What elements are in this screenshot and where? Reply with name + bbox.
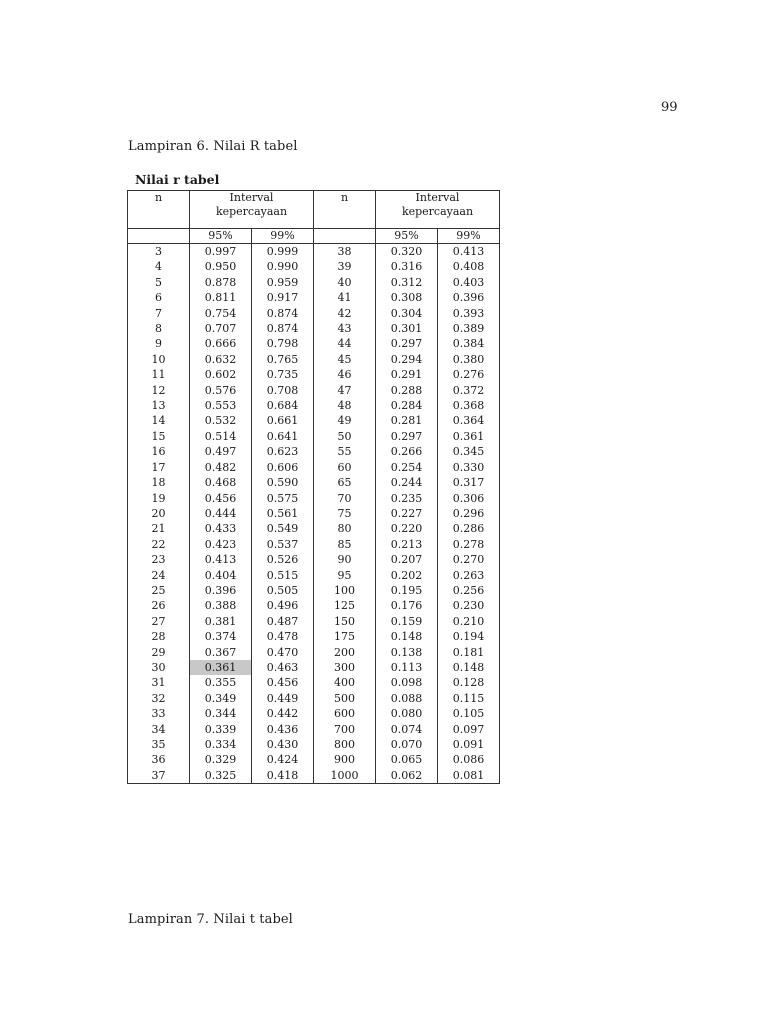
cell-95-left: 0.754: [190, 306, 252, 321]
header-interval-right: [376, 191, 500, 229]
cell-99-left: 0.735: [252, 367, 314, 382]
cell-95-right: 0.213: [376, 537, 438, 552]
cell-95-left: 0.532: [190, 413, 252, 428]
cell-99-left: 0.463: [252, 660, 314, 675]
cell-n-left: 8: [128, 321, 190, 336]
cell-99-right: 0.263: [438, 568, 500, 583]
table-row: [128, 660, 500, 675]
cell-99-right: 0.286: [438, 521, 500, 536]
table-row: [128, 691, 500, 706]
cell-n-left: 32: [128, 691, 190, 706]
cell-95-right: 0.220: [376, 521, 438, 536]
cell-n-left: 29: [128, 645, 190, 660]
cell-n-left: 15: [128, 429, 190, 444]
cell-n-left: 31: [128, 675, 190, 690]
cell-95-right: 0.308: [376, 290, 438, 305]
cell-99-left: 0.456: [252, 675, 314, 690]
cell-95-right: 0.070: [376, 737, 438, 752]
cell-n-left: 20: [128, 506, 190, 521]
cell-n-right: 41: [314, 290, 376, 305]
cell-95-left: 0.602: [190, 367, 252, 382]
table-row: [128, 598, 500, 613]
cell-95-left: 0.329: [190, 752, 252, 767]
cell-n-right: 400: [314, 675, 376, 690]
cell-99-right: 0.413: [438, 244, 500, 260]
cell-n-left: 28: [128, 629, 190, 644]
cell-95-right: 0.207: [376, 552, 438, 567]
cell-n-left: 30: [128, 660, 190, 675]
cell-95-left: 0.666: [190, 336, 252, 351]
cell-99-left: 0.487: [252, 614, 314, 629]
cell-99-right: 0.364: [438, 413, 500, 428]
table-row: [128, 321, 500, 336]
cell-n-left: 37: [128, 768, 190, 784]
cell-95-right: 0.235: [376, 491, 438, 506]
cell-99-right: 0.230: [438, 598, 500, 613]
cell-95-left: 0.413: [190, 552, 252, 567]
cell-99-right: 0.372: [438, 383, 500, 398]
cell-n-left: 26: [128, 598, 190, 613]
cell-n-left: 23: [128, 552, 190, 567]
cell-n-right: 38: [314, 244, 376, 260]
cell-95-left: 0.878: [190, 275, 252, 290]
cell-95-left: 0.339: [190, 722, 252, 737]
table-row: [128, 552, 500, 567]
cell-95-right: 0.281: [376, 413, 438, 428]
cell-n-right: 50: [314, 429, 376, 444]
cell-n-left: 33: [128, 706, 190, 721]
table-title: Nilai r tabel: [135, 172, 220, 187]
cell-95-right: 0.088: [376, 691, 438, 706]
table-row: [128, 460, 500, 475]
cell-99-left: 0.708: [252, 383, 314, 398]
table-row: [128, 768, 500, 784]
subheader-99-left: 99%: [252, 229, 314, 244]
table-row: [128, 583, 500, 598]
cell-99-left: 0.549: [252, 521, 314, 536]
header-interval-left-line1: Interval: [229, 191, 274, 204]
cell-95-left: 0.456: [190, 491, 252, 506]
cell-99-left: 0.470: [252, 645, 314, 660]
cell-99-left: 0.496: [252, 598, 314, 613]
cell-n-right: 43: [314, 321, 376, 336]
cell-n-right: 65: [314, 475, 376, 490]
table-row: [128, 413, 500, 428]
cell-95-left: 0.396: [190, 583, 252, 598]
subheader-95-left: 95%: [190, 229, 252, 244]
cell-n-right: 42: [314, 306, 376, 321]
cell-95-left: 0.632: [190, 352, 252, 367]
subheader-95-right: 95%: [376, 229, 438, 244]
cell-95-left: 0.811: [190, 290, 252, 305]
cell-99-left: 0.606: [252, 460, 314, 475]
cell-95-right: 0.062: [376, 768, 438, 784]
cell-n-right: 46: [314, 367, 376, 382]
cell-99-left: 0.442: [252, 706, 314, 721]
cell-99-left: 0.959: [252, 275, 314, 290]
cell-n-left: 5: [128, 275, 190, 290]
cell-95-left: 0.404: [190, 568, 252, 583]
cell-99-left: 0.537: [252, 537, 314, 552]
cell-99-right: 0.276: [438, 367, 500, 382]
cell-95-right: 0.316: [376, 259, 438, 274]
table-row: [128, 506, 500, 521]
table-row: [128, 537, 500, 552]
cell-n-left: 7: [128, 306, 190, 321]
cell-n-right: 60: [314, 460, 376, 475]
cell-99-right: 0.256: [438, 583, 500, 598]
cell-n-left: 12: [128, 383, 190, 398]
cell-95-right: 0.195: [376, 583, 438, 598]
cell-n-right: 44: [314, 336, 376, 351]
cell-95-right: 0.288: [376, 383, 438, 398]
cell-n-right: 150: [314, 614, 376, 629]
cell-n-left: 11: [128, 367, 190, 382]
cell-95-right: 0.065: [376, 752, 438, 767]
cell-n-right: 200: [314, 645, 376, 660]
cell-95-right: 0.074: [376, 722, 438, 737]
cell-95-right: 0.266: [376, 444, 438, 459]
table-row: [128, 614, 500, 629]
table-row: [128, 475, 500, 490]
cell-95-right: 0.291: [376, 367, 438, 382]
cell-99-left: 0.561: [252, 506, 314, 521]
cell-95-right: 0.320: [376, 244, 438, 260]
table-row: [128, 290, 500, 305]
cell-99-left: 0.641: [252, 429, 314, 444]
cell-95-left: 0.444: [190, 506, 252, 521]
cell-95-right: 0.148: [376, 629, 438, 644]
cell-99-left: 0.424: [252, 752, 314, 767]
cell-95-right: 0.159: [376, 614, 438, 629]
cell-95-left: 0.361: [190, 660, 252, 675]
table-row: [128, 336, 500, 351]
subheader-99-right: 99%: [438, 229, 500, 244]
cell-99-right: 0.408: [438, 259, 500, 274]
cell-n-right: 125: [314, 598, 376, 613]
cell-99-right: 0.086: [438, 752, 500, 767]
cell-95-right: 0.098: [376, 675, 438, 690]
cell-n-right: 85: [314, 537, 376, 552]
cell-n-left: 3: [128, 244, 190, 260]
cell-n-right: 80: [314, 521, 376, 536]
cell-99-right: 0.306: [438, 491, 500, 506]
cell-n-right: 300: [314, 660, 376, 675]
cell-95-left: 0.497: [190, 444, 252, 459]
cell-n-left: 16: [128, 444, 190, 459]
cell-95-left: 0.388: [190, 598, 252, 613]
cell-99-left: 0.590: [252, 475, 314, 490]
cell-n-left: 14: [128, 413, 190, 428]
table-row: [128, 367, 500, 382]
cell-95-left: 0.468: [190, 475, 252, 490]
cell-99-left: 0.515: [252, 568, 314, 583]
cell-n-left: 18: [128, 475, 190, 490]
header-n-right: n: [314, 191, 376, 229]
cell-95-right: 0.312: [376, 275, 438, 290]
cell-95-left: 0.707: [190, 321, 252, 336]
cell-n-right: 100: [314, 583, 376, 598]
cell-n-left: 19: [128, 491, 190, 506]
header-n-left: n: [128, 191, 190, 229]
cell-99-left: 0.575: [252, 491, 314, 506]
cell-n-left: 4: [128, 259, 190, 274]
cell-95-right: 0.297: [376, 429, 438, 444]
cell-n-left: 13: [128, 398, 190, 413]
header-interval-right-line1: Interval: [415, 191, 460, 204]
cell-n-left: 24: [128, 568, 190, 583]
cell-99-left: 0.798: [252, 336, 314, 351]
cell-99-left: 0.505: [252, 583, 314, 598]
header-interval-left-line2: kepercayaan: [215, 205, 288, 218]
table-row: [128, 383, 500, 398]
cell-n-right: 39: [314, 259, 376, 274]
table-row: [128, 259, 500, 274]
cell-95-right: 0.284: [376, 398, 438, 413]
cell-99-right: 0.194: [438, 629, 500, 644]
cell-99-right: 0.396: [438, 290, 500, 305]
cell-99-right: 0.389: [438, 321, 500, 336]
cell-95-left: 0.381: [190, 614, 252, 629]
cell-99-left: 0.874: [252, 321, 314, 336]
cell-95-right: 0.202: [376, 568, 438, 583]
cell-99-right: 0.330: [438, 460, 500, 475]
cell-99-left: 0.765: [252, 352, 314, 367]
cell-95-left: 0.553: [190, 398, 252, 413]
cell-95-left: 0.482: [190, 460, 252, 475]
table-row: [128, 306, 500, 321]
table-row: [128, 722, 500, 737]
table-subheader-row: [128, 229, 500, 244]
cell-99-right: 0.345: [438, 444, 500, 459]
table-body: [128, 244, 500, 784]
cell-99-left: 0.623: [252, 444, 314, 459]
cell-95-right: 0.294: [376, 352, 438, 367]
table-row: [128, 429, 500, 444]
table-row: [128, 752, 500, 767]
table-row: [128, 521, 500, 536]
header-interval-right-line2: kepercayaan: [401, 205, 474, 218]
cell-99-left: 0.436: [252, 722, 314, 737]
cell-95-right: 0.301: [376, 321, 438, 336]
cell-n-right: 75: [314, 506, 376, 521]
cell-n-right: 49: [314, 413, 376, 428]
cell-n-left: 6: [128, 290, 190, 305]
cell-95-left: 0.997: [190, 244, 252, 260]
cell-n-right: 900: [314, 752, 376, 767]
cell-95-left: 0.423: [190, 537, 252, 552]
cell-n-right: 600: [314, 706, 376, 721]
cell-n-right: 55: [314, 444, 376, 459]
cell-95-left: 0.355: [190, 675, 252, 690]
subheader-blank-right: [314, 229, 376, 244]
cell-95-right: 0.227: [376, 506, 438, 521]
cell-n-left: 10: [128, 352, 190, 367]
cell-n-left: 21: [128, 521, 190, 536]
cell-95-right: 0.113: [376, 660, 438, 675]
cell-95-right: 0.254: [376, 460, 438, 475]
cell-95-right: 0.297: [376, 336, 438, 351]
cell-95-left: 0.349: [190, 691, 252, 706]
cell-99-left: 0.684: [252, 398, 314, 413]
cell-n-right: 48: [314, 398, 376, 413]
cell-99-left: 0.917: [252, 290, 314, 305]
cell-n-right: 800: [314, 737, 376, 752]
cell-n-right: 95: [314, 568, 376, 583]
table-row: [128, 352, 500, 367]
cell-n-left: 25: [128, 583, 190, 598]
cell-99-left: 0.478: [252, 629, 314, 644]
cell-n-right: 1000: [314, 768, 376, 784]
table-row: [128, 398, 500, 413]
cell-95-right: 0.176: [376, 598, 438, 613]
cell-99-right: 0.368: [438, 398, 500, 413]
table-row: [128, 645, 500, 660]
cell-99-right: 0.403: [438, 275, 500, 290]
cell-n-left: 27: [128, 614, 190, 629]
table-row: [128, 568, 500, 583]
cell-95-left: 0.576: [190, 383, 252, 398]
cell-95-right: 0.138: [376, 645, 438, 660]
cell-n-right: 500: [314, 691, 376, 706]
cell-95-left: 0.334: [190, 737, 252, 752]
cell-n-right: 70: [314, 491, 376, 506]
cell-99-right: 0.115: [438, 691, 500, 706]
cell-n-right: 700: [314, 722, 376, 737]
cell-n-right: 175: [314, 629, 376, 644]
cell-99-left: 0.430: [252, 737, 314, 752]
page-number: 99: [661, 100, 678, 115]
cell-n-right: 45: [314, 352, 376, 367]
cell-n-left: 35: [128, 737, 190, 752]
cell-99-right: 0.210: [438, 614, 500, 629]
cell-95-right: 0.244: [376, 475, 438, 490]
cell-99-left: 0.999: [252, 244, 314, 260]
cell-99-right: 0.384: [438, 336, 500, 351]
table-row: [128, 275, 500, 290]
table-row: [128, 491, 500, 506]
cell-95-right: 0.304: [376, 306, 438, 321]
cell-99-left: 0.990: [252, 259, 314, 274]
table-row: [128, 675, 500, 690]
cell-n-right: 47: [314, 383, 376, 398]
cell-99-right: 0.278: [438, 537, 500, 552]
cell-95-left: 0.344: [190, 706, 252, 721]
cell-n-right: 40: [314, 275, 376, 290]
cell-99-right: 0.361: [438, 429, 500, 444]
cell-n-left: 22: [128, 537, 190, 552]
cell-99-right: 0.296: [438, 506, 500, 521]
cell-n-left: 36: [128, 752, 190, 767]
cell-95-right: 0.080: [376, 706, 438, 721]
cell-n-left: 34: [128, 722, 190, 737]
table-row: [128, 629, 500, 644]
cell-99-right: 0.148: [438, 660, 500, 675]
cell-99-right: 0.181: [438, 645, 500, 660]
table-header-row: [128, 191, 500, 229]
cell-95-left: 0.367: [190, 645, 252, 660]
cell-99-left: 0.449: [252, 691, 314, 706]
cell-99-right: 0.097: [438, 722, 500, 737]
cell-n-right: 90: [314, 552, 376, 567]
cell-95-left: 0.950: [190, 259, 252, 274]
cell-95-left: 0.374: [190, 629, 252, 644]
cell-99-left: 0.661: [252, 413, 314, 428]
header-interval-left: [190, 191, 314, 229]
subheader-blank-left: [128, 229, 190, 244]
cell-99-right: 0.091: [438, 737, 500, 752]
table-row: [128, 444, 500, 459]
cell-99-left: 0.526: [252, 552, 314, 567]
r-table: [127, 190, 500, 784]
cell-n-left: 17: [128, 460, 190, 475]
cell-99-right: 0.270: [438, 552, 500, 567]
cell-99-right: 0.128: [438, 675, 500, 690]
cell-99-right: 0.317: [438, 475, 500, 490]
cell-99-left: 0.418: [252, 768, 314, 784]
cell-n-left: 9: [128, 336, 190, 351]
cell-99-left: 0.874: [252, 306, 314, 321]
caption-lampiran-7: Lampiran 7. Nilai t tabel: [128, 912, 293, 927]
caption-lampiran-6: Lampiran 6. Nilai R tabel: [128, 139, 298, 154]
table-row: [128, 244, 500, 260]
table-row: [128, 737, 500, 752]
cell-95-left: 0.514: [190, 429, 252, 444]
cell-99-right: 0.105: [438, 706, 500, 721]
table-row: [128, 706, 500, 721]
cell-99-right: 0.081: [438, 768, 500, 784]
cell-95-left: 0.325: [190, 768, 252, 784]
cell-99-right: 0.380: [438, 352, 500, 367]
cell-95-left: 0.433: [190, 521, 252, 536]
cell-99-right: 0.393: [438, 306, 500, 321]
